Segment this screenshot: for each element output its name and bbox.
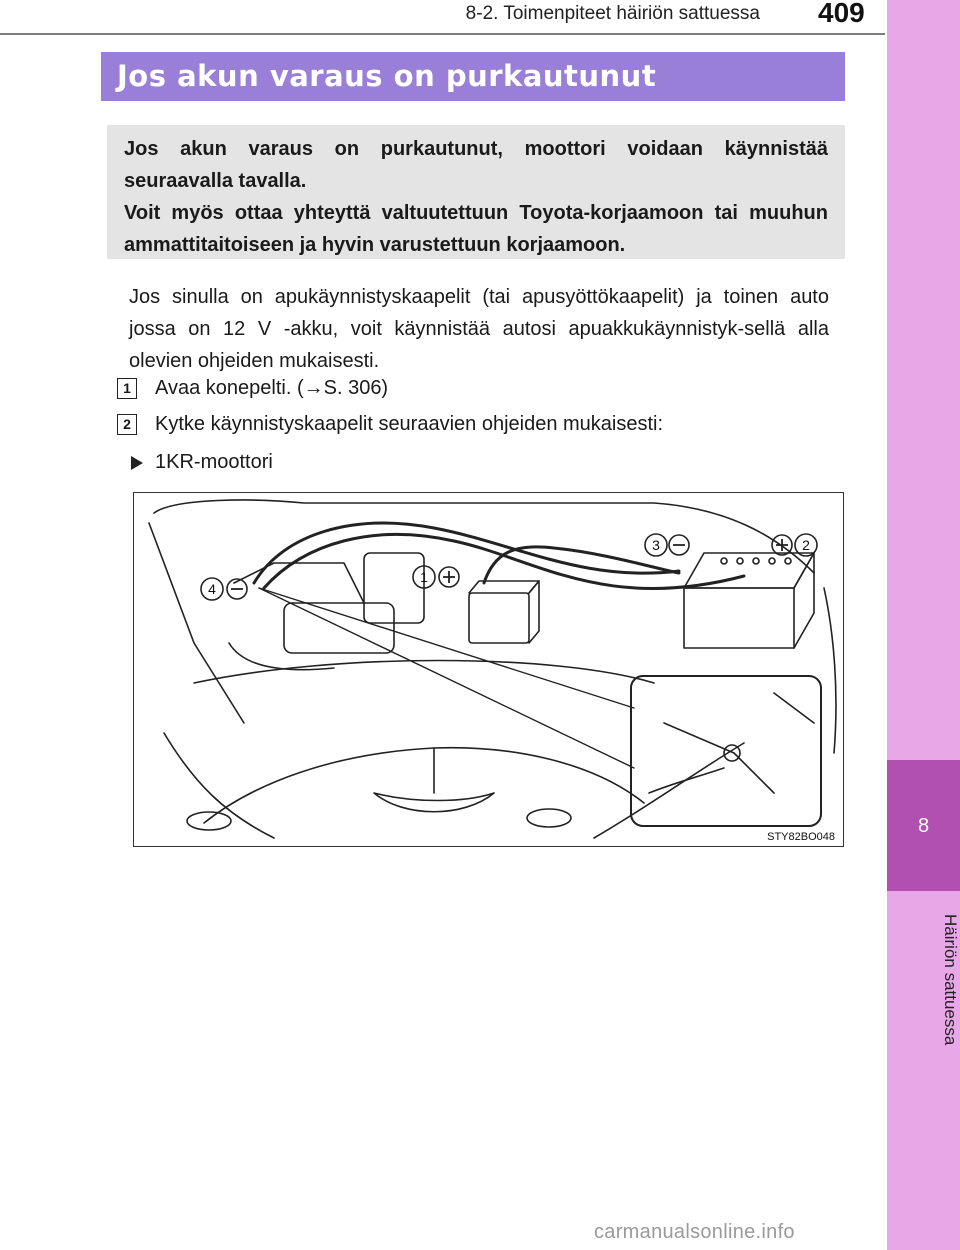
header-divider bbox=[0, 33, 885, 35]
chapter-number-box bbox=[887, 760, 960, 891]
chapter-title-vertical bbox=[887, 900, 960, 1060]
sub-bullet-label: 1KR-moottori bbox=[155, 451, 273, 473]
intro-paragraph-1: Jos akun varaus on purkautunut, moottori voidaan käynnistää seuraavalla tavalla. bbox=[124, 138, 828, 192]
step-number-badge: 1 bbox=[117, 378, 137, 399]
section-title: Jos akun varaus on purkautunut bbox=[117, 59, 657, 93]
intro-paragraph-2: Voit myös ottaa yhteyttä valtuutettuun Toyota-korjaamoon tai muuhun ammattitaitoiseen ja hyvin varustettuun korjaamoon. bbox=[124, 202, 828, 256]
engine-bay-drawing bbox=[134, 493, 844, 847]
triangle-right-icon bbox=[130, 455, 144, 471]
figure-image-code: STY82BO048 bbox=[767, 831, 835, 843]
chapter-title-text: Häiriön sattuessa bbox=[941, 914, 960, 1046]
callout-label: 3 bbox=[652, 537, 660, 553]
callout-label: 4 bbox=[208, 581, 216, 597]
running-header-title: 8-2. Toimenpiteet häiriön sattuessa bbox=[465, 3, 760, 24]
callout-label: 1 bbox=[420, 569, 428, 585]
step-text: Kytke käynnistyskaapelit seuraavien ohjeiden mukaisesti: bbox=[155, 413, 664, 435]
watermark-link[interactable]: carmanualsonline.info bbox=[594, 1221, 795, 1243]
chapter-side-tab bbox=[887, 0, 960, 1250]
intro-summary-box bbox=[107, 125, 845, 259]
step-number-badge: 2 bbox=[117, 414, 137, 435]
callout-label: 2 bbox=[802, 537, 810, 553]
step-text: Avaa konepelti. (→S. 306) bbox=[155, 377, 389, 399]
chapter-number: 8 bbox=[917, 815, 930, 837]
jump-start-illustration bbox=[133, 492, 844, 847]
section-banner bbox=[101, 52, 845, 101]
body-paragraph: Jos sinulla on apukäynnistyskaapelit (tai apusyöttökaapelit) ja toinen auto jossa on 12 V -akku, voit käynnistää autosi apuakkukäynnistyk-sellä alla olevien ohjeiden mukaisesti. bbox=[129, 286, 829, 372]
page-number: 409 bbox=[818, 0, 865, 28]
